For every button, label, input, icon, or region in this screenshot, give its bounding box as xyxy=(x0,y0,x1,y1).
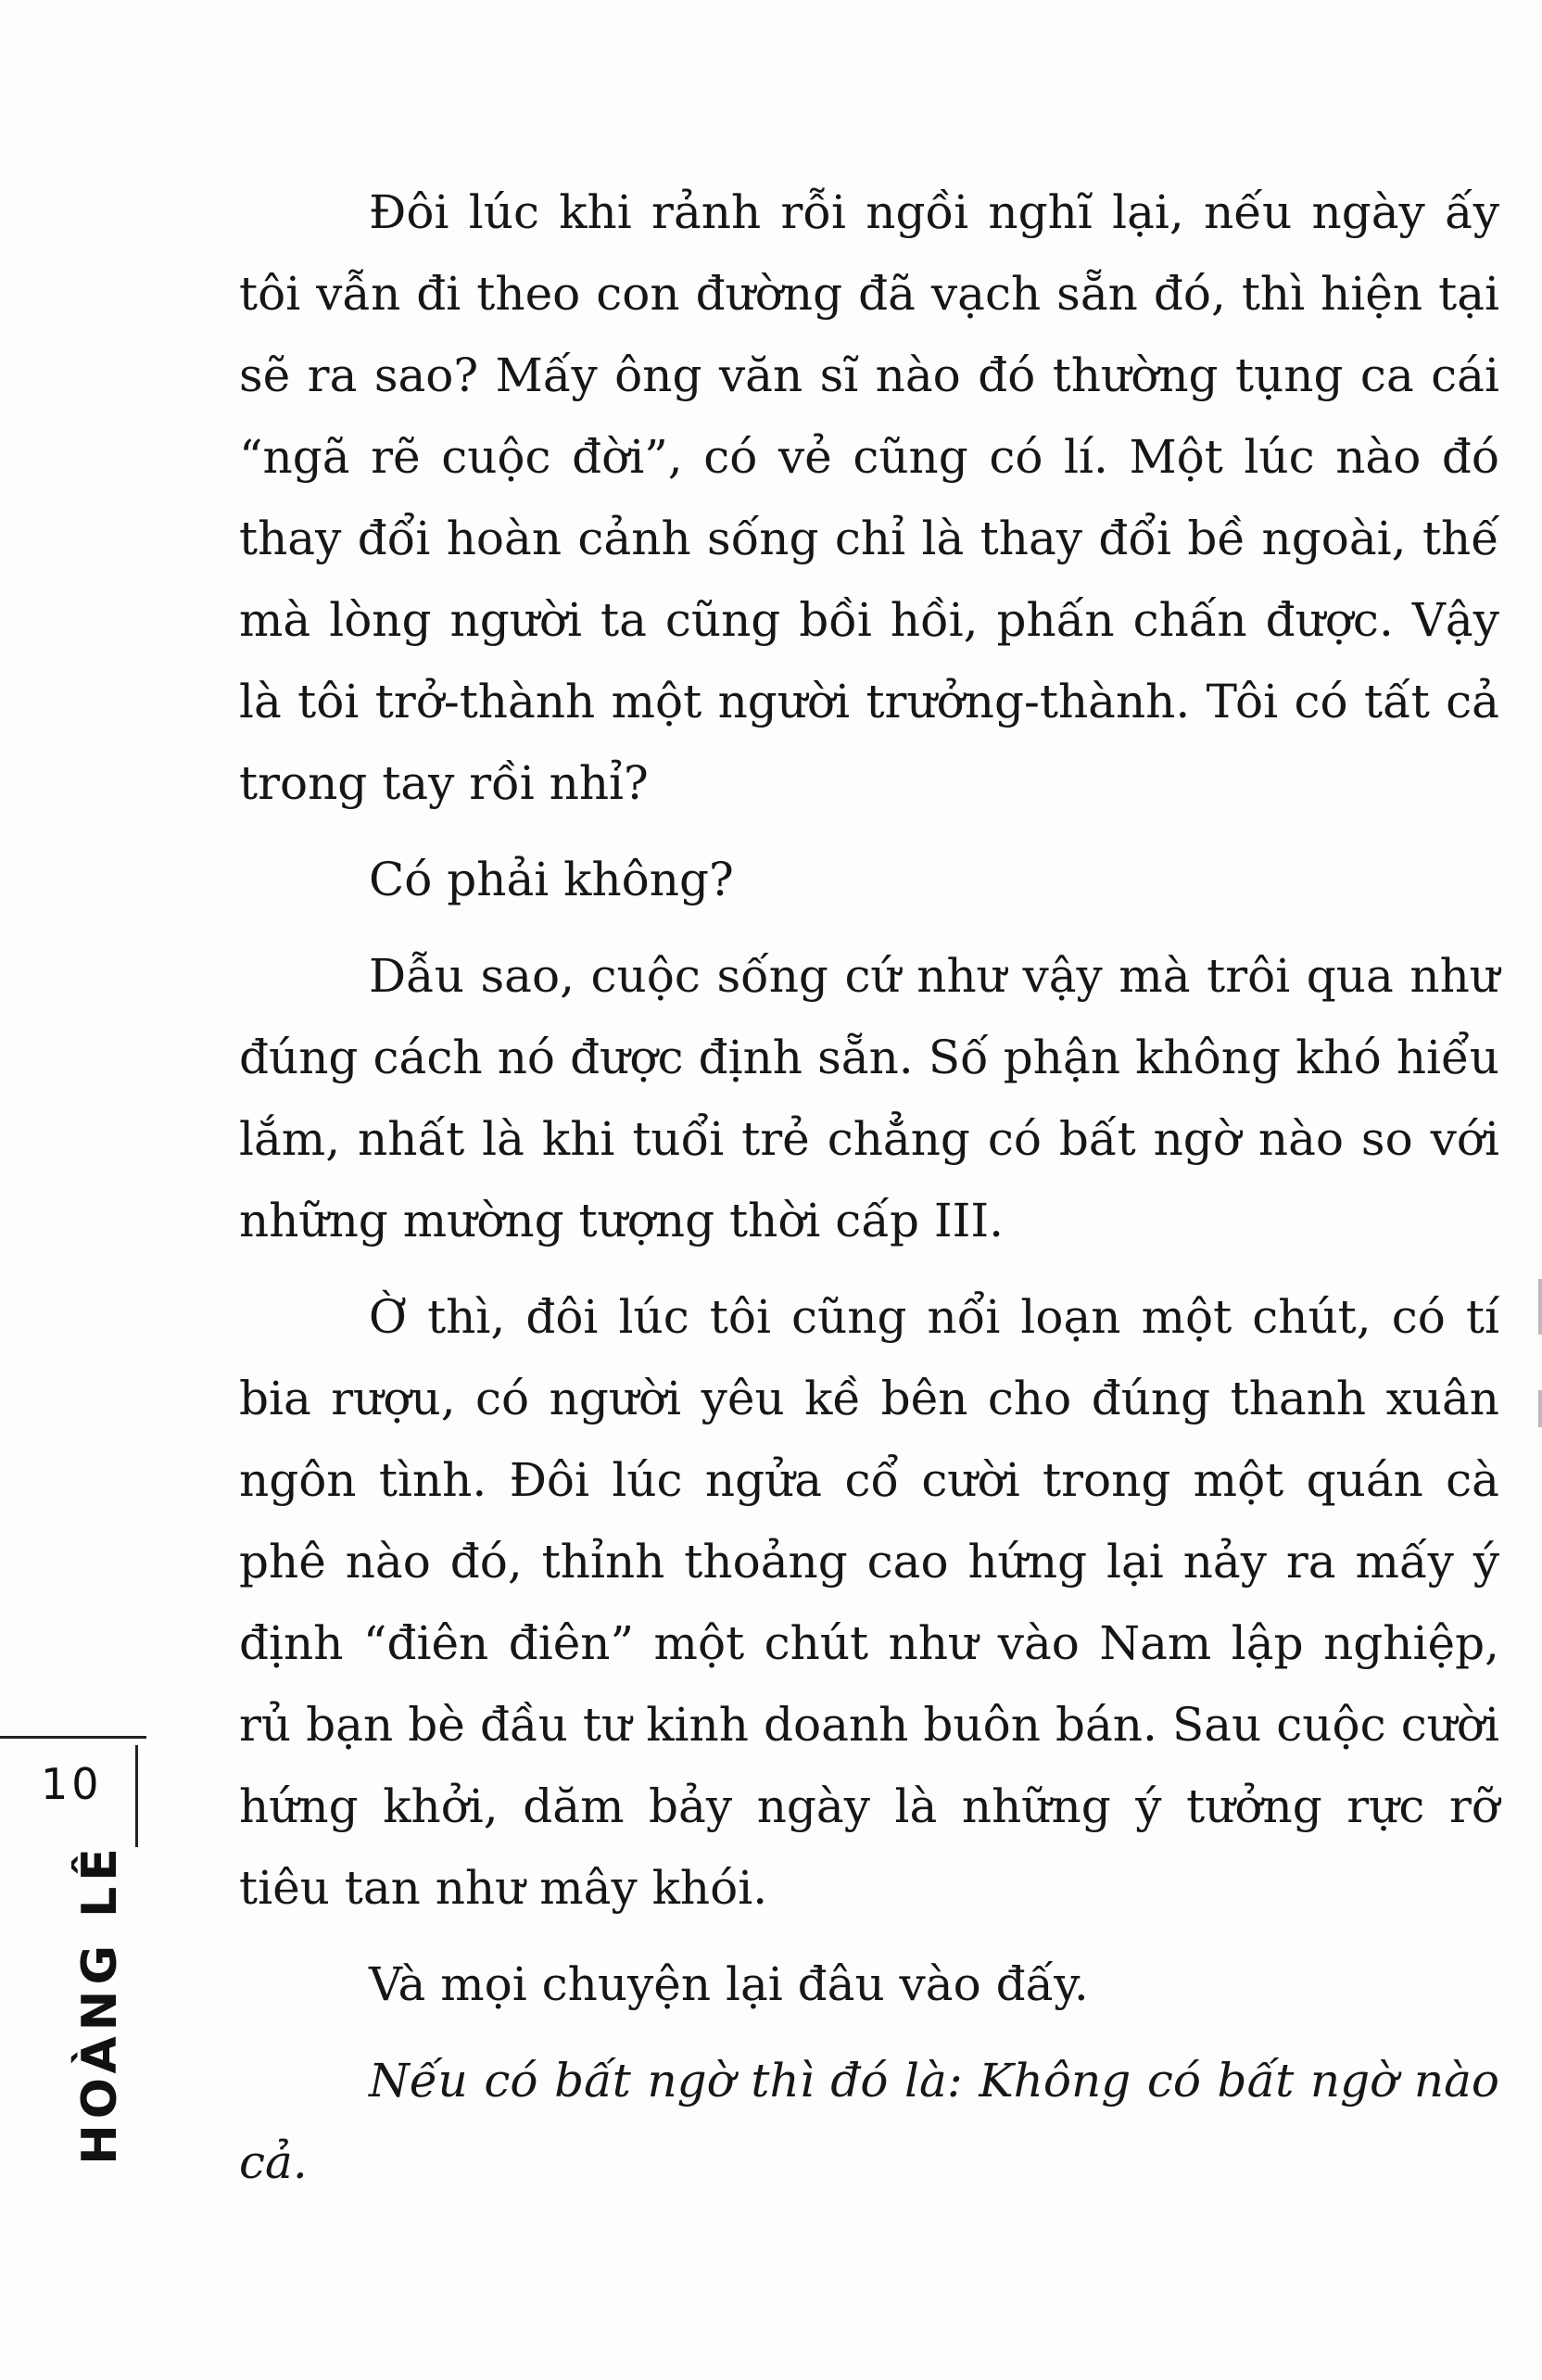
paragraph-5: Và mọi chuyện lại đâu vào đấy. xyxy=(369,1957,1089,2011)
paragraph-2: Có phải không? xyxy=(369,853,734,906)
paragraph-1: Đôi lúc khi rảnh rỗi ngồi nghĩ lại, nếu ngày ấy tôi vẫn đi theo con đường đã vạch sẵn đó, thì hiện tại sẽ ra sao? Mấy ông văn sĩ nào đó thường tụng ca cái “ngã rẽ cuộc đời”, có vẻ cũng có lí. Một lúc nào đó thay đổi hoàn cảnh sống chỉ là thay đổi bề ngoài, thế mà lòng người ta cũng bồi hồi, phấn chấn được. Vậy là tôi trở-thành một người trưởng-thành. Tôi có tất cả trong tay rồi nhỉ? xyxy=(239,185,1499,810)
paragraph-6: Nếu có bất ngờ thì đó là: Không có bất ngờ nào cả. xyxy=(239,2054,1499,2189)
body-text xyxy=(239,171,1499,2203)
paragraph-4: Ờ thì, đôi lúc tôi cũng nổi loạn một chút, có tí bia rượu, có người yêu kề bên cho đúng thanh xuân ngôn tình. Đôi lúc ngửa cổ cười trong một quán cà phê nào đó, thỉnh thoảng cao hứng lại nảy ra mấy ý định “điên điên” một chút như vào Nam lập nghiệp, rủ bạn bè đầu tư kinh doanh buôn bán. Sau cuộc cười hứng khởi, dăm bảy ngày là những ý tưởng rực rỡ tiêu tan như mây khói. xyxy=(239,1290,1499,1915)
page-number: 10 xyxy=(41,1759,103,1809)
running-head-author: HOÀNG LÊ xyxy=(72,1842,128,2165)
page-number-rule xyxy=(0,1736,146,1739)
scan-edge-mark xyxy=(1538,1279,1542,1335)
scan-edge-mark xyxy=(1538,1390,1542,1427)
paragraph-3: Dẫu sao, cuộc sống cứ như vậy mà trôi qua như đúng cách nó được định sẵn. Số phận không khó hiểu lắm, nhất là khi tuổi trẻ chẳng có bất ngờ nào so với những mường tượng thời cấp III. xyxy=(239,949,1499,1247)
page-number-divider xyxy=(135,1745,138,1847)
